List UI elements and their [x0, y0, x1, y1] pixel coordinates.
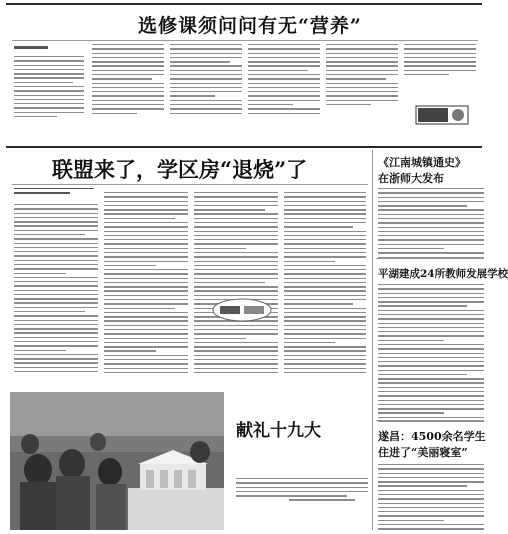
main-byline — [14, 188, 94, 200]
main-col-2 — [104, 192, 188, 382]
right-article-3 — [376, 422, 488, 534]
top-headline-rule — [12, 40, 478, 41]
news-photo — [10, 392, 224, 530]
top-byline — [14, 46, 48, 49]
right-article-3-body — [378, 464, 484, 530]
top-col-5 — [326, 44, 398, 140]
right-article-2-headline: 平湖建成24所教师发展学校 — [378, 268, 508, 280]
main-headline-rule — [12, 184, 368, 185]
photo-students-model-icon — [10, 392, 224, 530]
right-article-1-headline-line2: 在浙师大发布 — [378, 172, 444, 185]
right-article-1-headline-line1: 《江南城镇通史》 — [378, 156, 466, 169]
main-col-3 — [194, 192, 278, 382]
top-col-2 — [92, 44, 164, 140]
main-col-1 — [14, 204, 98, 382]
top-col-4 — [248, 44, 320, 140]
right-divider-2 — [376, 420, 484, 421]
top-border — [6, 3, 482, 5]
right-article-3-headline-line2: 住进了“美丽寝室” — [378, 446, 468, 459]
right-article-1-body — [378, 188, 484, 256]
top-col-3 — [170, 44, 242, 140]
main-col-4 — [284, 192, 366, 382]
main-article — [0, 148, 370, 388]
top-col-1 — [14, 56, 84, 140]
right-divider-1 — [376, 258, 484, 259]
focus-badge-icon — [212, 298, 272, 322]
main-article-headline: 联盟来了，学区房“退烧”了 — [52, 157, 308, 182]
right-article-2-body — [378, 284, 484, 418]
right-article-1 — [376, 150, 488, 258]
photo-caption-headline: 献礼十九大 — [236, 421, 321, 441]
top-col-6 — [404, 44, 476, 100]
column-logo-icon — [416, 104, 468, 126]
right-article-3-headline-line1: 遂昌：4500余名学生 — [378, 430, 486, 443]
right-article-2 — [376, 260, 508, 420]
column-divider — [372, 150, 373, 530]
top-article — [0, 0, 488, 148]
photo-caption-text — [236, 478, 368, 522]
photo-caption — [228, 392, 370, 530]
top-article-headline: 选修课须问问有无“营养” — [138, 15, 362, 37]
